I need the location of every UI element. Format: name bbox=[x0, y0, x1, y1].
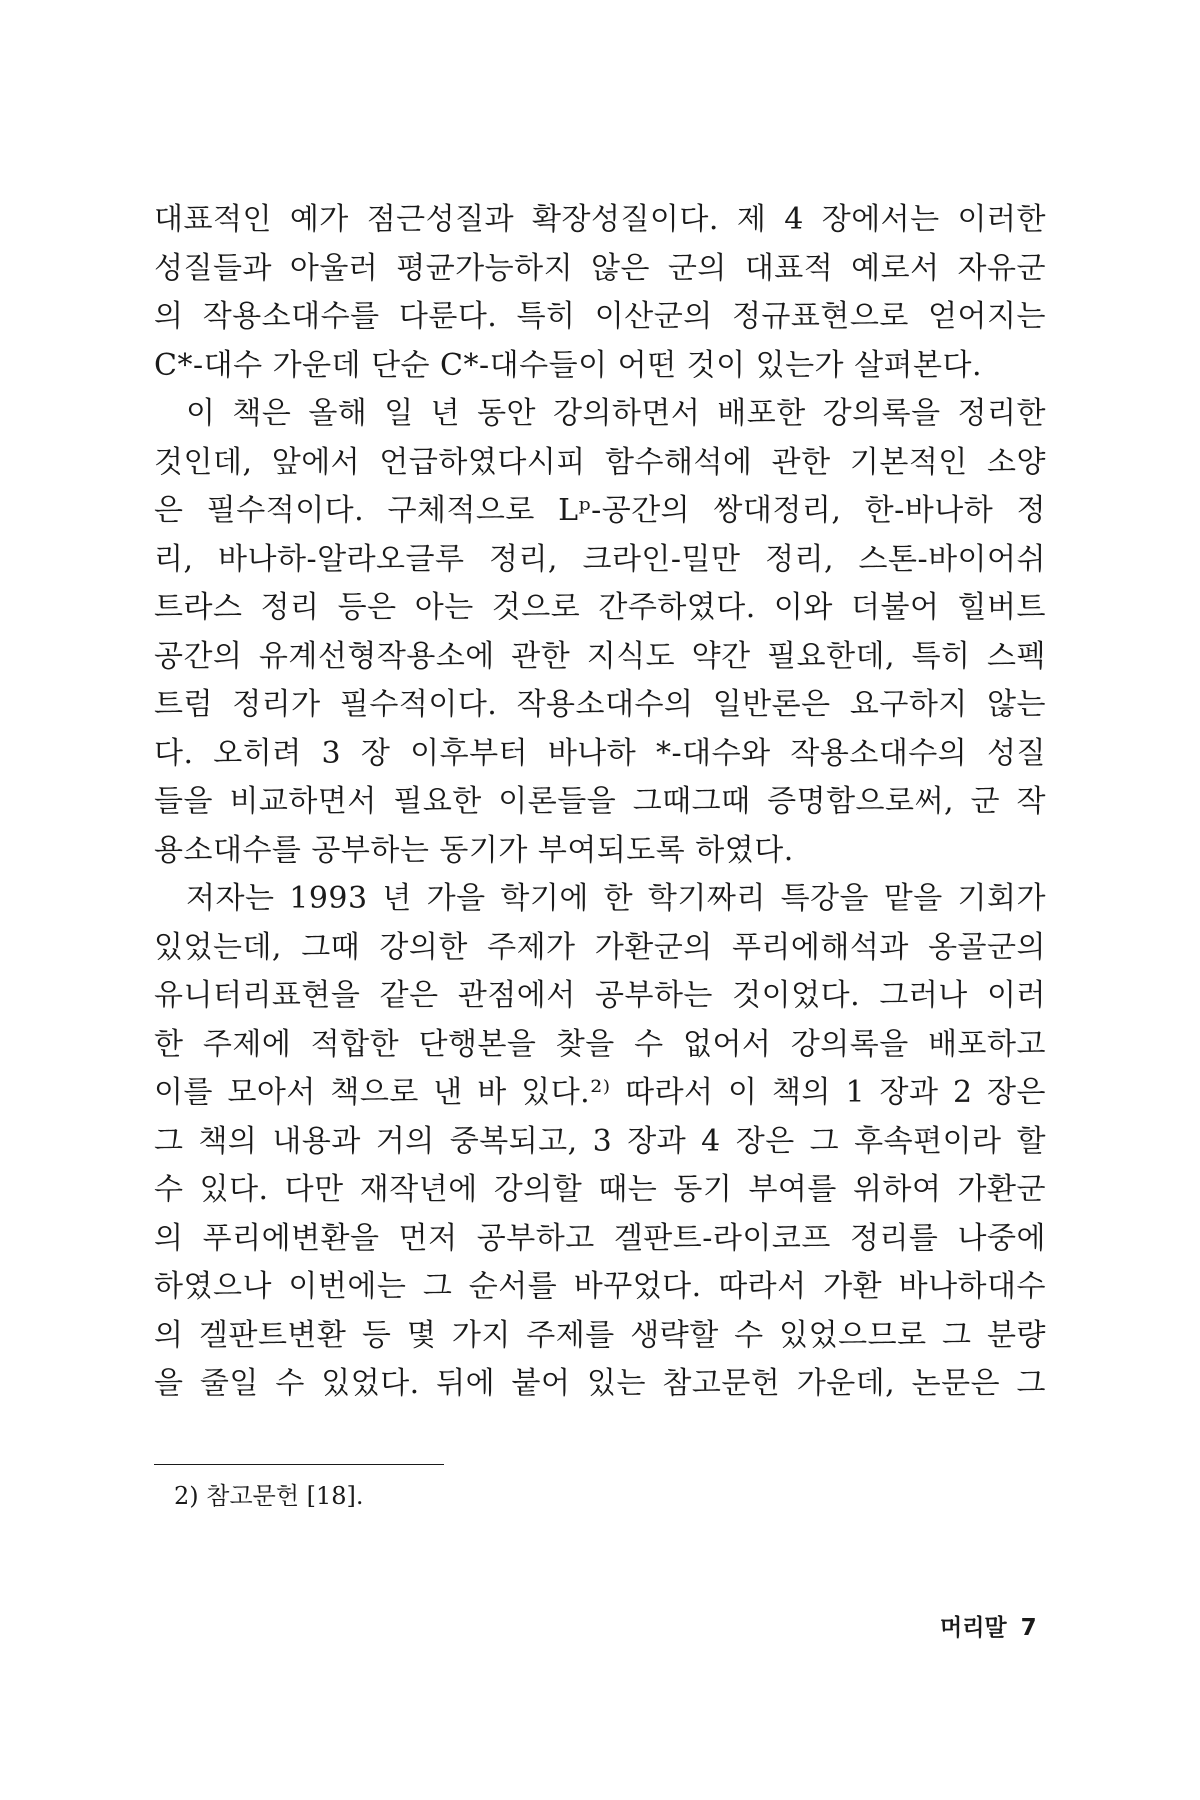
body-line: 저자는 1993 년 가을 학기에 한 학기짜리 특강을 맡을 기회가 bbox=[186, 881, 1046, 916]
body-line: 대표적인 예가 점근성질과 확장성질이다. 제 4 장에서는 이러한 bbox=[154, 202, 1046, 237]
body-line: 다. 오히려 3 장 이후부터 바나하 *-대수와 작용소대수의 성질 bbox=[154, 735, 1046, 771]
body-line: 의 작용소대수를 다룬다. 특히 이산군의 정규표현으로 얻어지는 bbox=[154, 299, 1046, 334]
preface-body bbox=[154, 196, 1046, 1409]
running-footer bbox=[940, 1612, 1037, 1644]
body-line: 은 필수적이다. 구체적으로 Lᵖ-공간의 쌍대정리, 한-바나하 정 bbox=[154, 493, 1046, 528]
body-line: 유니터리표현을 같은 관점에서 공부하는 것이었다. 그러나 이러 bbox=[154, 978, 1046, 1013]
body-line: 을 줄일 수 있었다. 뒤에 붙어 있는 참고문헌 가운데, 논문은 그 bbox=[154, 1366, 1046, 1401]
body-line: 이 책은 올해 일 년 동안 강의하면서 배포한 강의록을 정리한 bbox=[186, 396, 1046, 431]
body-line: 트라스 정리 등은 아는 것으로 간주하였다. 이와 더불어 힐버트 bbox=[154, 590, 1046, 625]
body-line: 리, 바나하-알라오글루 정리, 크라인-밀만 정리, 스톤-바이어쉬 bbox=[154, 541, 1046, 577]
body-line: 성질들과 아울러 평균가능하지 않은 군의 대표적 예로서 자유군 bbox=[154, 250, 1046, 286]
body-line: 의 겔판트변환 등 몇 가지 주제를 생략할 수 있었으므로 그 분량 bbox=[154, 1317, 1046, 1353]
body-line: 의 푸리에변환을 먼저 공부하고 겔판트-라이코프 정리를 나중에 bbox=[154, 1220, 1046, 1256]
body-line: 있었는데, 그때 강의한 주제가 가환군의 푸리에해석과 옹골군의 bbox=[154, 929, 1046, 965]
page-number: 7 bbox=[1020, 1615, 1037, 1641]
footnote: 2) 참고문헌 [18]. bbox=[174, 1482, 364, 1510]
body-line: 용소대수를 공부하는 동기가 부여되도록 하였다. bbox=[154, 832, 794, 868]
body-line: 것인데, 앞에서 언급하였다시피 함수해석에 관한 기본적인 소양 bbox=[154, 444, 1046, 480]
body-line: 수 있다. 다만 재작년에 강의할 때는 동기 부여를 위하여 가환군 bbox=[154, 1172, 1046, 1207]
body-line: 하였으나 이번에는 그 순서를 바꾸었다. 따라서 가환 바나하대수 bbox=[154, 1269, 1046, 1304]
footer-title: 머리말 bbox=[940, 1615, 1007, 1641]
body-line: 공간의 유계선형작용소에 관한 지식도 약간 필요한데, 특히 스펙 bbox=[154, 638, 1046, 674]
body-line: 그 책의 내용과 거의 중복되고, 3 장과 4 장은 그 후속편이라 할 bbox=[154, 1123, 1046, 1159]
body-line: 트럼 정리가 필수적이다. 작용소대수의 일반론은 요구하지 않는 bbox=[154, 687, 1046, 722]
body-line: C*-대수 가운데 단순 C*-대수들이 어떤 것이 있는가 살펴본다. bbox=[154, 347, 983, 383]
body-line: 한 주제에 적합한 단행본을 찾을 수 없어서 강의록을 배포하고 bbox=[154, 1026, 1046, 1062]
body-line: 들을 비교하면서 필요한 이론들을 그때그때 증명함으로써, 군 작 bbox=[154, 784, 1046, 819]
body-line: 이를 모아서 책으로 낸 바 있다.²⁾ 따라서 이 책의 1 장과 2 장은 bbox=[154, 1075, 1046, 1110]
footnote-divider bbox=[154, 1464, 444, 1465]
